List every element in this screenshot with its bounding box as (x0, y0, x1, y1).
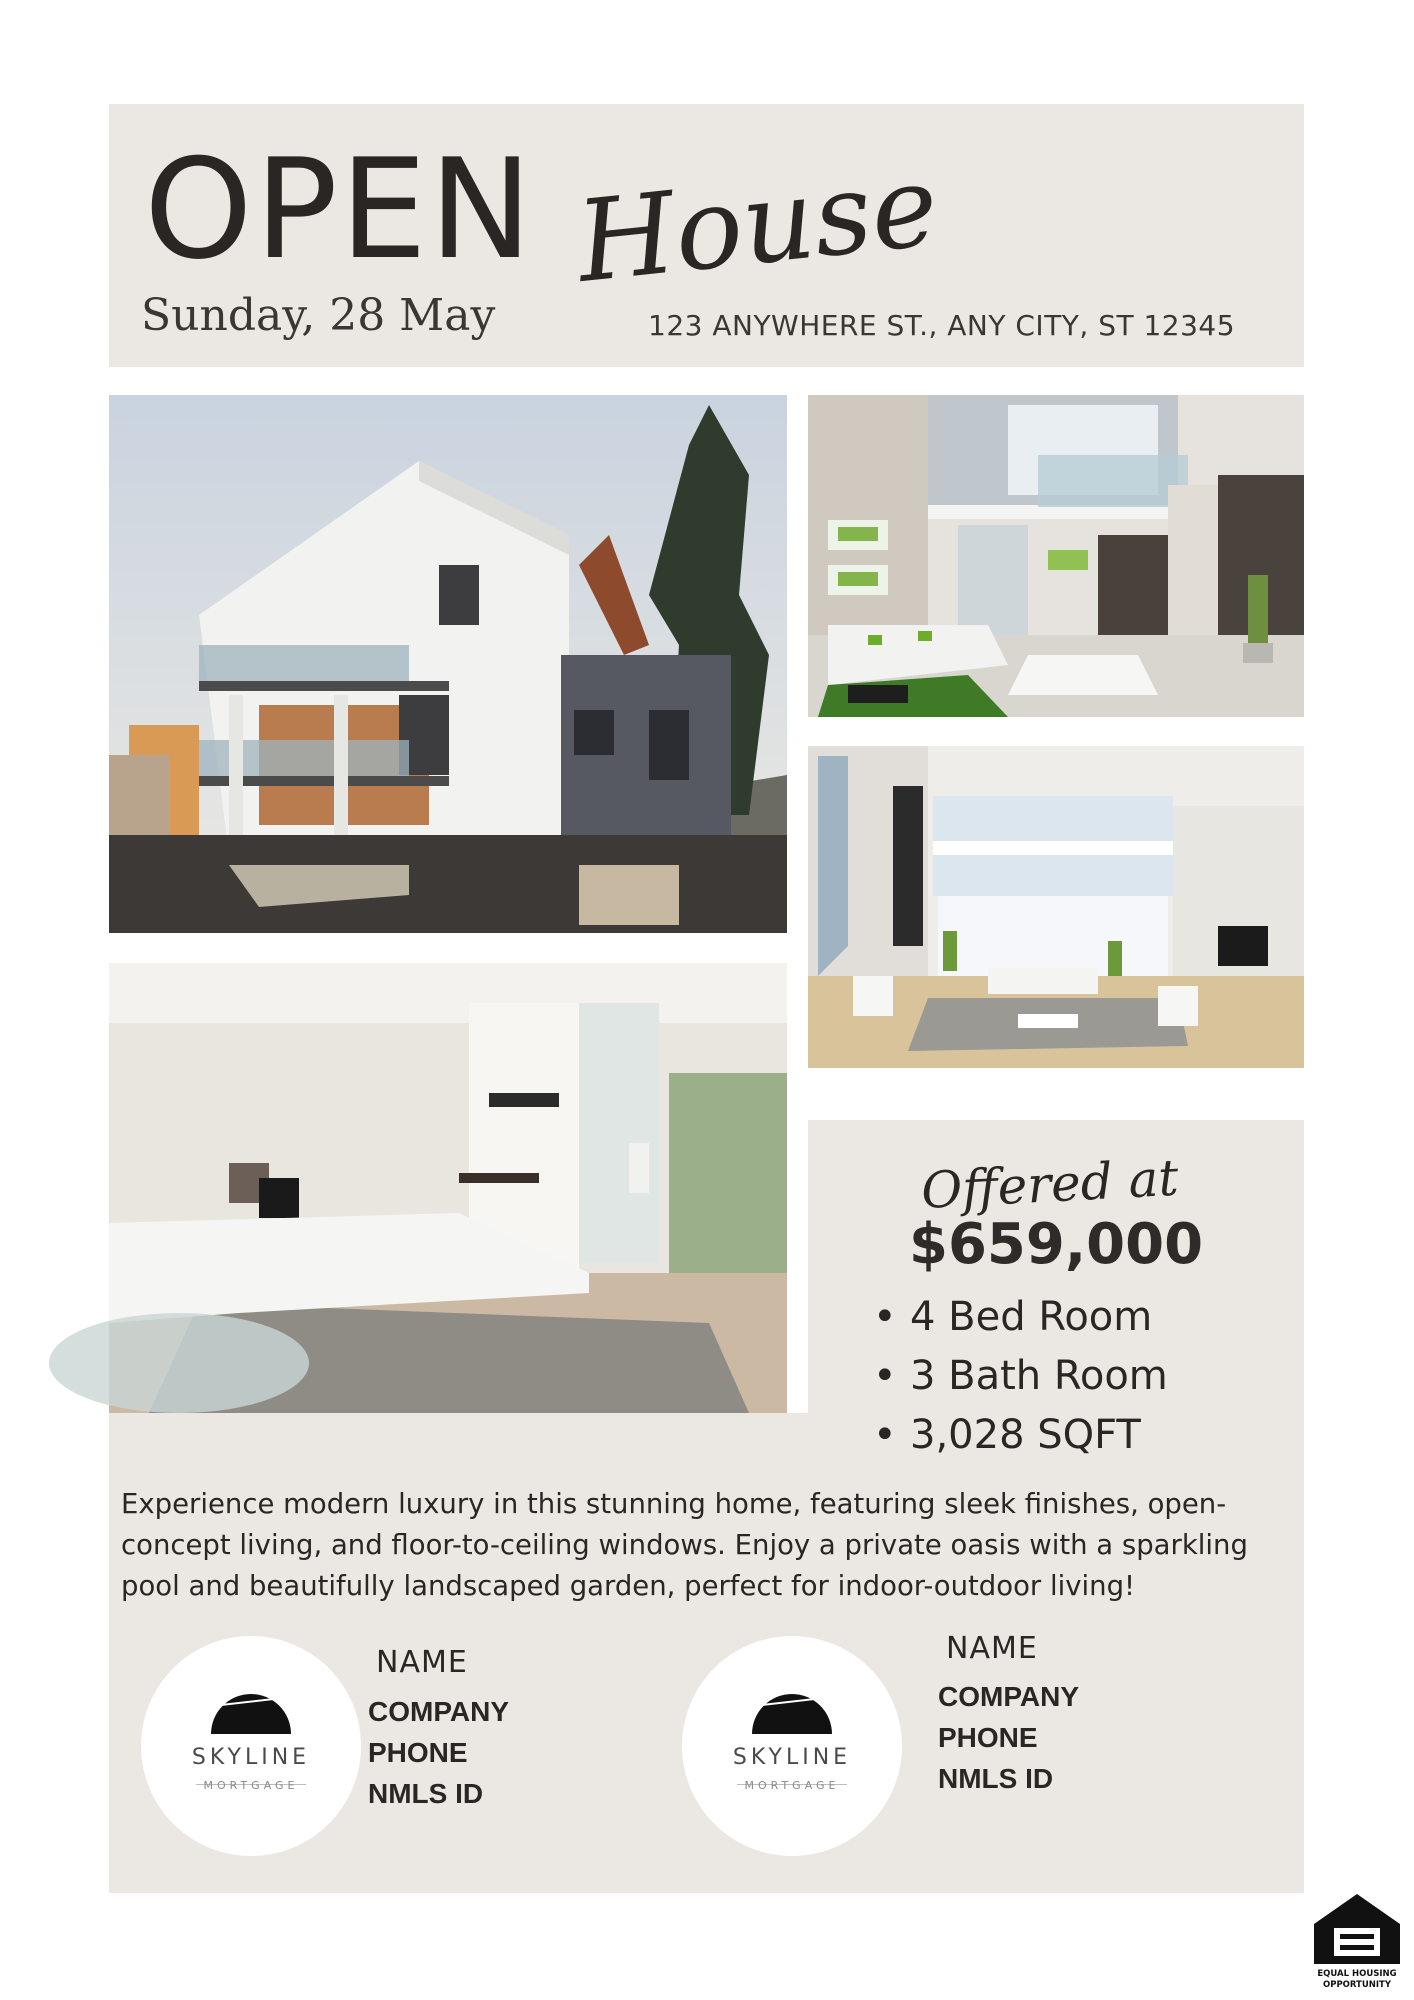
agent-phone: PHONE (938, 1722, 1038, 1753)
feature-label: 4 Bed Room (910, 1294, 1153, 1340)
feature-list (873, 1288, 1168, 1465)
exterior-photo (109, 395, 787, 933)
agent-company: COMPANY (368, 1696, 510, 1727)
feature-item (873, 1406, 1168, 1465)
equal-housing-opportunity-icon (1310, 1892, 1404, 1992)
logo-subtitle: MORTGAGE (203, 1779, 299, 1792)
listing-info-panel-gap (109, 1413, 787, 1430)
header-banner (109, 104, 1304, 367)
eho-line-2: OPPORTUNITY (1322, 1980, 1392, 1990)
agent-name: NAME (946, 1631, 1038, 1666)
living-room-photo (109, 963, 787, 1413)
listing-info-panel-corner (787, 1413, 808, 1430)
agent-nmls: NMLS ID (938, 1763, 1054, 1794)
property-description: Experience modern luxury in this stunning home, featuring sleek finishes, open-concept living, and floor-to-ceiling windows. Enjoy a private oasis with a sparkling pool and beautifully landscaped garden, perfect for indoor-outdoor living! (121, 1488, 1248, 1602)
eho-line-1: EQUAL HOUSING (1317, 1969, 1397, 1979)
agent-nmls: NMLS ID (368, 1778, 484, 1809)
agent-company: COMPANY (938, 1681, 1080, 1712)
feature-label: 3,028 SQFT (910, 1412, 1141, 1458)
house-script-title (564, 116, 944, 316)
bullet-icon: • (873, 1412, 897, 1458)
company-logo (682, 1636, 902, 1856)
logo-subtitle: MORTGAGE (744, 1779, 840, 1792)
house-script-text: House (571, 140, 944, 308)
agent-name: NAME (376, 1645, 468, 1680)
logo-wordmark: SKYLINE (191, 1745, 311, 1770)
company-logo (141, 1636, 361, 1856)
feature-item (873, 1347, 1168, 1406)
property-address: 123 ANYWHERE ST., ANY CITY, ST 12345 (648, 309, 1236, 342)
logo-wordmark: SKYLINE (732, 1745, 852, 1770)
offered-at-text: Offered at (919, 1148, 1180, 1221)
open-title: OPEN (144, 129, 535, 290)
listing-price: $659,000 (909, 1212, 1204, 1277)
interior-photo-1 (808, 395, 1304, 717)
open-date: Sunday, 28 May (141, 290, 496, 341)
interior-photo-2 (808, 746, 1304, 1068)
bullet-icon: • (873, 1353, 897, 1399)
bullet-icon: • (873, 1294, 897, 1340)
agent-phone: PHONE (368, 1737, 468, 1768)
feature-label: 3 Bath Room (910, 1353, 1168, 1399)
feature-item (873, 1288, 1168, 1347)
